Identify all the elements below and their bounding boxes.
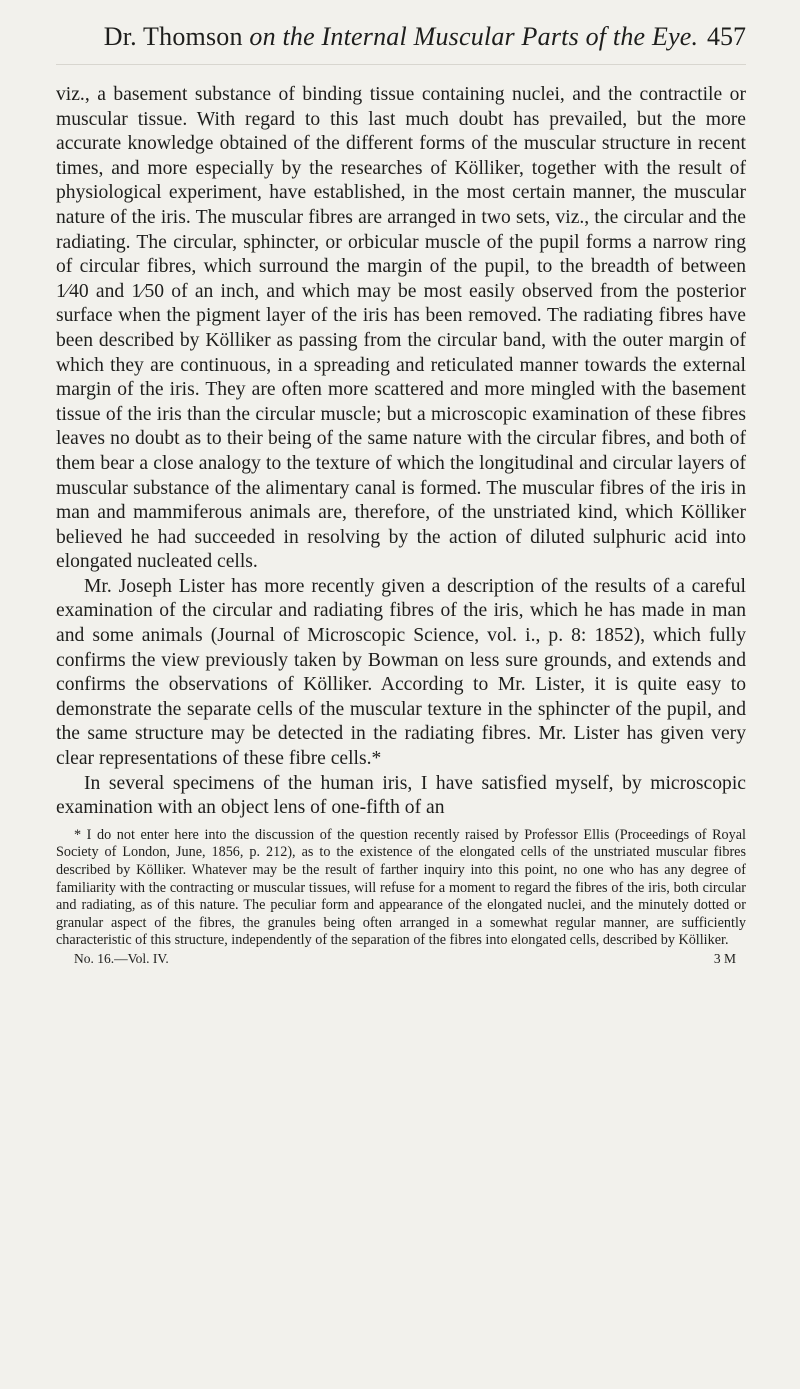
signature-mark: 3 M (713, 950, 736, 966)
running-title-author: Dr. Thomson (103, 22, 250, 51)
issue-volume: No. 16.—Vol. IV. (74, 950, 169, 966)
running-head (56, 18, 746, 65)
footnote-text: * I do not enter here into the discussion of the question recently raised by Professor Ellis (Proceedings of Royal Society of London, June, 1856, p. 212), as to the existence of the elongated cells of the unstriated muscular fibres described by Kölliker. Whatever may be the result of farther inquiry into this point, no one who has any degree of familiarity with the contracting or muscular tissues, will refuse for a moment to regard the fibres of the iris, both circular and radiating, as of this nature. The peculiar form and appearance of the elongated nuclei, and the minutely dotted or granular aspect of the fibres, the granules being often arranged in a somewhat regular manner, are sufficiently characteristic of this structure, independently of the separation of the fibres into elongated cells, described by Kölliker. (56, 826, 746, 949)
footnote (56, 827, 746, 950)
running-title (56, 22, 746, 52)
paragraph-specimens: In several specimens of the human iris, I have satisfied myself, by microscopic examination with an object lens of one-fifth of an (56, 772, 746, 819)
book-page (56, 18, 746, 1378)
running-title-subject: on the Internal Muscular Parts of the Eye. (249, 22, 699, 51)
signature-line (56, 950, 746, 968)
paragraph-lister: Mr. Joseph Lister has more recently given a description of the results of a careful examination of the circular and radiating fibres of the iris, which he has made in man and some animals (Journal of Microscopic Science, vol. i., p. 8: 1852), which fully confirms the view previously taken by Bowman on less sure grounds, and extends and confirms the observations of Kölliker. According to Mr. Lister, it is quite easy to demonstrate the separate cells of the muscular texture in the sphincter of the pupil, and the same structure may be detected in the radiating fibres. Mr. Lister has given very clear representations of these fibre cells.* (56, 575, 746, 770)
page-number: 457 (707, 22, 746, 51)
body-text (56, 83, 746, 821)
paragraph-continued: viz., a basement substance of binding tissue containing nuclei, and the contractile or muscular tissue. With regard to this last much doubt has prevailed, but the more accurate knowledge obtained of the different forms of the muscular structure in recent times, and more especially by the researches of Kölliker, together with the result of physiological experiment, have established, in the most certain manner, the muscular nature of the iris. The muscular fibres are arranged in two sets, viz., the circular and the radiating. The circular, sphincter, or orbicular muscle of the pupil forms a narrow ring of circular fibres, which surround the margin of the pupil, to the breadth of between 1⁄40 and 1⁄50 of an inch, and which may be most easily observed from the posterior surface when the pigment layer of the iris has been removed. The radiating fibres have been described by Kölliker as passing from the circular band, with the outer margin of which they are continuous, in a spreading and reticulated manner towards the external margin of the iris. They are often more scattered and more mingled with the basement tissue of the iris than the circular muscle; but a microscopic examination of these fibres leaves no doubt as to their being of the same nature with the circular fibres, and both of them bear a close analogy to the texture of which the longitudinal and circular layers of muscular substance of the alimentary canal is formed. The muscular fibres of the iris in man and mammiferous animals are, therefore, of the unstriated kind, which Kölliker believed he had succeeded in resolving by the action of diluted sulphuric acid into elongated nucleated cells. (56, 84, 746, 573)
